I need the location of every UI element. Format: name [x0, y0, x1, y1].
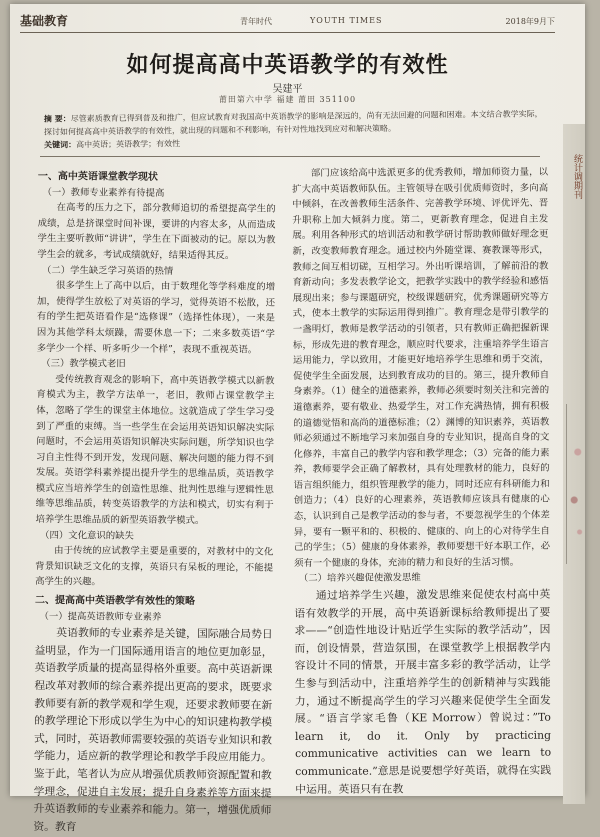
paragraph: 通过培养学生兴趣，激发思维来促使农村高中英语有效教学的开展，高中英语新课标给教师提出了要求——“创造性地设计贴近学生实际的教学活动”，因而，创设情景，营造氛围，在课堂教学上根据教学内容设计不同的情景，开展丰富多彩的教学活动，让学生参与到活动中，注重培养学生的创新精神与实践能力，通过不断提高学生的学习兴趣来促使学生全面发展。“语言学家毛鲁（KE Morrow）曾说过：”To learn it, do it. Only by practicing communicative activities can we learn to communicate.”意思是说要想学好英语，就得在实践中运用。英语只有在教: [294, 587, 552, 796]
section-heading: 二、提高高中英语教学有效性的策略: [34, 595, 196, 608]
paragraph: 受传统教育观念的影响下，高中英语教学模式以新教育模式为主，教学方法单一，老旧，教师占课堂教学主体，忽略了学生的课堂主体地位。这就造成了学生学习受到了严重的束缚。当一些学生在会运用英语知识解决实际问题时，不会运用英语知识解决实际问题，所学知识也学习自主性得不到开发，发现问题、解决问题的能力得不到发展。英语学科素养提出提升学生的思维品质，英语教学模式应当培养学生的创造性思维、批判性思维与逻辑性思维等思维品质，转变英语教学的方法和模式，切实有利于培养学生思维品质的新型英语教学模式。: [35, 373, 275, 527]
right-column: [292, 165, 551, 798]
abstract-text: 尽管素质教育已得到普及和推广，但应试教育对我国高中英语教学的影响是深远的，尚有无法回避的问题和困难。本文结合教学实际，探讨如何提高高中英语教学的有效性，就出现的问题和不利影响，有针对性地找到应对和解决策略。: [43, 109, 543, 137]
subsection-heading: （一）教师专业素养有待提高: [42, 186, 165, 199]
abstract-block: [44, 107, 544, 151]
subsection-heading: （二）学生缺乏学习英语的热情: [41, 264, 174, 277]
abstract-label: 摘 要：: [43, 113, 71, 124]
subsection-heading: （三）教学模式老旧: [41, 358, 126, 370]
next-page-peek-text: 统计调期刊: [572, 154, 582, 199]
left-column: [33, 166, 276, 837]
paragraph: 由于传统的应试教学主要是重要的，对教材中的文化背景知识缺乏文化的支撑，英语只有呆板的理论，不能提高学生的兴趣。: [35, 545, 274, 588]
journal-name-en: YOUTH TIMES: [310, 16, 383, 25]
subsection-heading: （二）培养兴趣促使激发思维: [298, 572, 421, 585]
keywords-label: 关键词：: [44, 139, 77, 150]
paragraph: 很多学生上了高中以后，由于数理化等学科难度的增加，使得学生放松了对英语的学习，觉得英语不松散，还有的学生把英语看作是“选修课”（选择性体现），一来是因为其他学科太烦躁，需要休息一下；二来多数英语“学多学少一个样、听多听少一个样”，表现不重视英语。: [36, 280, 276, 356]
keywords-text: 高中英语；英语教学；有效性: [76, 139, 181, 150]
issue-date: 2018年9月下: [505, 17, 555, 26]
subsection-heading: （一）提高英语教师专业素养: [39, 610, 162, 623]
abstract-divider: [40, 156, 540, 157]
affiliation: 莆田第六中学 福建 莆田 351100: [218, 95, 357, 104]
section-heading: 一、高中英语课堂教学现状: [37, 170, 158, 183]
subsection-heading: （四）文化意识的缺失: [40, 529, 134, 542]
journal-name: 青年时代: [240, 17, 272, 26]
paragraph: 部门应该给高中选派更多的优秀教师，增加师资力量，以扩大高中英语教师队伍。主管领导在吸引优质师资时，多向高中倾斜，在改善教师生活条件、完善教学环境、评优评先、晋升职称上加大倾斜力度。第二，更新教育理念，促进自主发展。利用各种形式的培训活动和教学研讨帮助教师做好理念更新，改变教师教育理念。通过校内外随堂课、赛教课等形式，教师之间互相切磋，互相学习。外出听课培训，了解前沿的教育新动向；多发表教学论文，把教学实践中的教学经验和感悟展现出来；参与课题研究，校级课题研究，优秀课题研究等方式，使本土教学的实际运用得到推广。教育理念是带引教学的一盏明灯，教师是教学活动的引领者，只有教师正确把握新课标，形成先进的教育理念，顺应时代要求，注重培养学生语言运用能力，学以致用，才能更好地培养学生思维和勇于交流，促使学生全面发展，达到教育成功的目的。第三，提升教师自身素养。（1）健全的道德素养，教师必须要时刻关注和完善的道德素养，要有敬业、热爱学生，对工作充满热情，拥有积极的道德觉悟和高尚的道德标准；（2）渊博的知识素养，英语教师必须通过不断地学习来加强自身的专业知识，提高自身的文化修养，丰富自己的教学内容和教学理念；（3）完备的能力素养，教师要学会正确了解教材，具有处理教材的能力，良好的语言组织能力，组织管理教学的能力，同时还应有科研能力和创造力；（4）良好的心理素养，英语教师应该具有健康的心态，认识到自己是教学活动的参与者，不要忽视学生的个体差异，要有一颗平和的、积极的、健康的、向上的心对待学生自己的学生；（5）健康的身体素养，教师要想干好本职工作，必须有一个健康的身体，充沛的精力和良好的生活习惯。: [292, 166, 551, 569]
author: 吴建平: [272, 84, 303, 95]
paragraph: 英语教师的专业素养是关键，国际融合局势日益明显，作为一门国际通用语言的地位更加彰显，英语教学质量的提高显得格外重要。高中英语新课程改革对教师的综合素养提出更高的要求，既要求教师要有新的教学观和学生观，还要求教师要在新的教学理论下形成以学生为中心的知识建构教学模式，同时，英语教师需要较强的英语专业知识和教学能力，适应新的教学理论和教学手段应用能力。鉴于此，笔者认为应从增强优质教师资源配置和教学理念，促进自主发展；提升自身素养等方面来提升英语教师的专业素养和能力。第一，增强优质师资。教育: [33, 626, 273, 834]
decorative-flower-image: [566, 404, 585, 564]
page-header: [20, 12, 555, 33]
section-tag: 基础教育: [20, 14, 69, 28]
article-title: 如何提高高中英语教学的有效性: [126, 52, 449, 78]
journal-page: [10, 4, 585, 834]
paragraph: 在高考的压力之下，部分教师追切的希望提高学生的成绩，总是挤课堂时间补课，要讲的内容太多，从而造成学生主要听教师“讲讲”，学生在下面被动的记。原以为教学生会的就多，考试成绩就好，结果适得其反。: [37, 202, 276, 262]
